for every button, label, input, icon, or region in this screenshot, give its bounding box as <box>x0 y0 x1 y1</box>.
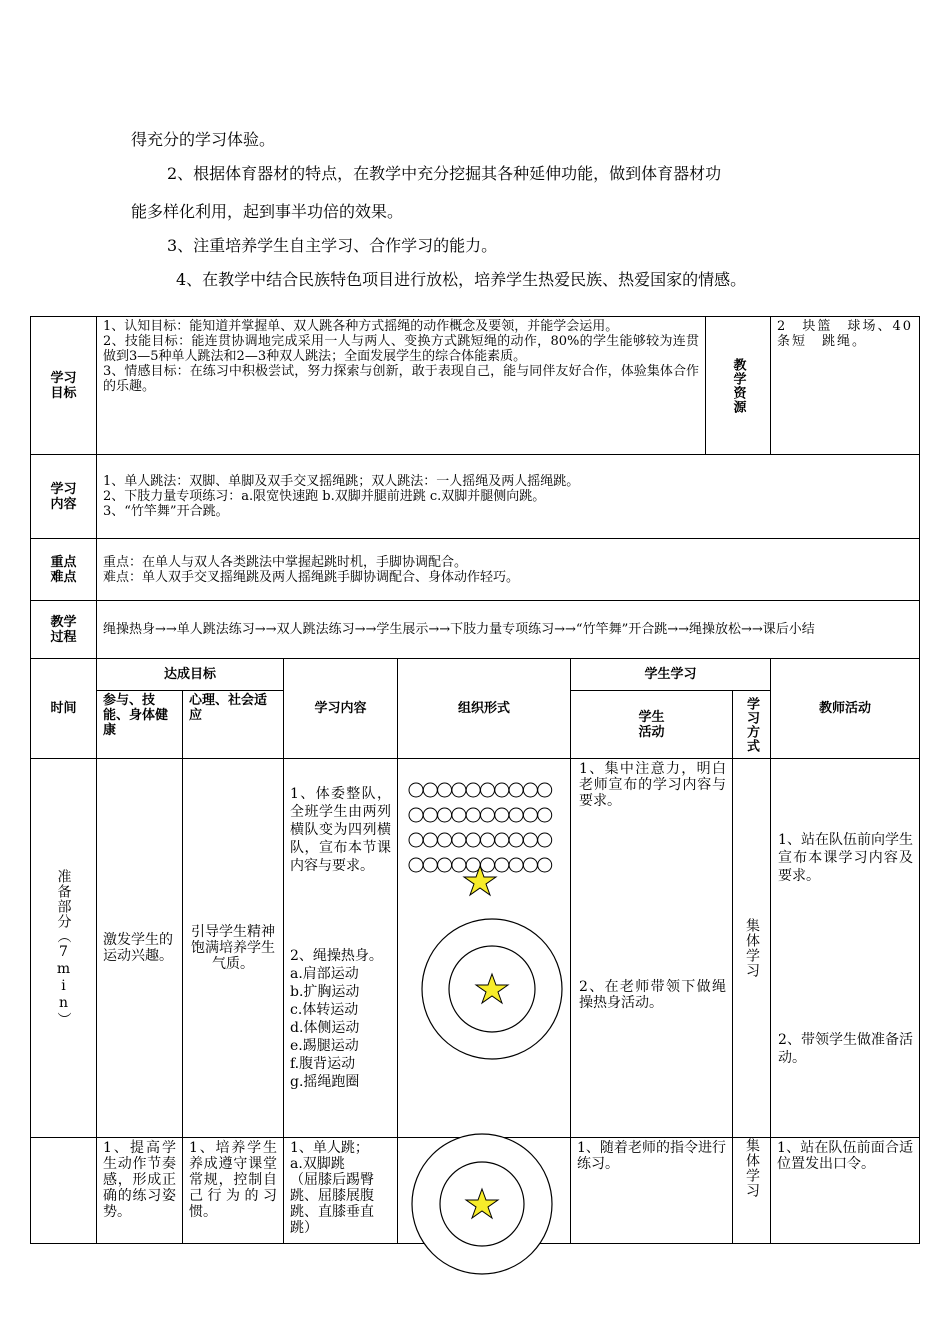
row1-org-diagram <box>398 759 571 1138</box>
row2-content: 1、单人跳； a.双脚跳 （屈膝后踢臀跳、屈膝展腹跳、直膝垂直跳） <box>284 1138 398 1244</box>
student-marker <box>423 833 437 847</box>
content-label: 学习 内容 <box>31 455 97 539</box>
circle-formation <box>398 1138 570 1288</box>
student-marker <box>438 808 452 822</box>
student-marker <box>466 808 480 822</box>
student-marker <box>523 858 537 872</box>
lesson-plan-table <box>30 316 929 1244</box>
row2-org-diagram <box>398 1138 571 1244</box>
row1-content-a: 1、体委整队，全班学生由两列横队变为四列横队，宣布本节课内容与要求。 <box>290 786 391 874</box>
resources-label: 教学资源 <box>730 357 746 414</box>
student-marker <box>466 783 480 797</box>
content-text: 1、单人跳法：双脚、单脚及双手交叉摇绳跳；双人跳法：一人摇绳及两人摇绳跳。 2、下肢力量专项练习：a.限宽快速跑 b.双脚并腿前进跳 c.双脚并腿侧向跳。 3、“竹竿舞”开合跳。 <box>97 455 920 539</box>
header-teacher: 教师活动 <box>771 659 920 759</box>
intro-line-5: 4、在教学中结合民族特色项目进行放松，培养学生热爱民族、热爱国家的情感。 <box>176 270 747 289</box>
student-marker <box>523 783 537 797</box>
intro-line-2: 2、根据体育器材的特点，在教学中充分挖掘其各种延伸功能，做到体育器材功 <box>167 164 722 183</box>
header-org: 组织形式 <box>398 659 571 759</box>
row1-goal1: 激发学生的运动兴趣。 <box>97 759 183 1138</box>
student-marker <box>509 858 523 872</box>
header-goal1: 参与、技能、身体健康 <box>97 691 183 759</box>
header-student-activity: 学生 活动 <box>571 691 733 759</box>
header-student: 学生学习 <box>571 659 771 691</box>
student-marker <box>409 783 423 797</box>
student-marker <box>538 808 552 822</box>
row1-time: 准备部分（7min） <box>55 869 72 1027</box>
row2-goal1: 1、提高学生动作节奏感，形成正确的练习姿势。 <box>97 1138 183 1244</box>
student-marker <box>509 783 523 797</box>
header-goal2: 心理、社会适应 <box>183 691 284 759</box>
row2-goal2: 1、培养学生养成遵守课堂常规，控制自己行为的习惯。 <box>183 1138 284 1244</box>
student-marker <box>523 833 537 847</box>
student-marker <box>538 783 552 797</box>
formation-diagram <box>398 759 570 1137</box>
student-marker <box>481 858 495 872</box>
student-marker <box>538 858 552 872</box>
student-marker <box>452 858 466 872</box>
student-marker <box>509 833 523 847</box>
header-time: 时间 <box>31 659 97 759</box>
student-marker <box>495 858 509 872</box>
keypoints-label: 重点 难点 <box>31 539 97 601</box>
student-marker <box>438 783 452 797</box>
row2-teacher: 1、站在队伍前面合适位置发出口令。 <box>771 1138 920 1244</box>
teacher-star-center <box>476 974 508 1003</box>
resources-text: 2 块篮 球场、40 条短 跳绳。 <box>771 317 920 455</box>
student-marker <box>523 808 537 822</box>
student-marker <box>409 858 423 872</box>
student-marker <box>538 833 552 847</box>
student-marker <box>452 808 466 822</box>
intro-line-1: 得充分的学习体验。 <box>131 130 276 149</box>
process-label: 教学 过程 <box>31 601 97 659</box>
header-content: 学习内容 <box>284 659 398 759</box>
row2-mode: 集体学习 <box>744 1138 761 1198</box>
row1-goal2: 引导学生精神饱满培养学生气质。 <box>183 759 284 1138</box>
student-marker <box>409 808 423 822</box>
student-marker <box>495 833 509 847</box>
student-marker <box>423 858 437 872</box>
student-marker <box>438 833 452 847</box>
student-marker <box>495 808 509 822</box>
header-study-mode: 学习方式 <box>744 696 760 753</box>
row1-student-a: 1、集中注意力，明白老师宣布的学习内容与要求。 <box>579 761 726 809</box>
row2-student: 1、随着老师的指令进行练习。 <box>571 1138 733 1244</box>
student-marker <box>481 833 495 847</box>
student-marker <box>423 808 437 822</box>
header-goals: 达成目标 <box>97 659 284 691</box>
student-marker <box>423 783 437 797</box>
student-marker <box>481 783 495 797</box>
student-marker <box>452 833 466 847</box>
student-marker <box>409 833 423 847</box>
objectives-label: 学习 目标 <box>31 317 97 455</box>
objectives-text: 1、认知目标：能知道并掌握单、双人跳各种方式摇绳的动作概念及要领，并能学会运用。 2、技能目标：能连贯协调地完成采用一人与两人、变换方式跳短绳的动作，80%的学生能够较为连贯做到3—5种单人跳法和2—3种双人跳法；全面发展学生的综合体能素质。 3、情感目标：在练习中积极尝试，努力探索与创新，敢于表现自己，能与同伴友好合作，体验集体合作的乐趣。 <box>103 319 700 394</box>
intro-line-3: 能多样化利用，起到事半功倍的效果。 <box>131 202 404 221</box>
row1-mode: 集体学习 <box>744 918 761 978</box>
intro-line-4: 3、注重培养学生自主学习、合作学习的能力。 <box>167 236 498 255</box>
row1-teacher-b: 2、带领学生做准备活动。 <box>778 1032 914 1066</box>
student-marker <box>452 783 466 797</box>
student-marker <box>509 808 523 822</box>
row1-content-b: 2、绳操热身。 a.肩部运动 b.扩胸运动 c.体转运动 d.体侧运动 e.踢腿运动 f.腹背运动 g.摇绳跑圈 <box>290 948 383 1090</box>
keypoints-text: 重点：在单人与双人各类跳法中掌握起跳时机，手脚协调配合。 难点：单人双手交叉摇绳跳及两人摇绳跳手脚协调配合、身体动作轻巧。 <box>97 539 920 601</box>
student-marker <box>466 833 480 847</box>
student-marker <box>438 858 452 872</box>
row1-teacher-a: 1、站在队伍前向学生宣布本课学习内容及要求。 <box>778 832 914 884</box>
student-marker <box>495 783 509 797</box>
row1-student-b: 2、在老师带领下做绳操热身活动。 <box>579 979 726 1011</box>
student-marker <box>481 808 495 822</box>
process-text: 绳操热身→→单人跳法练习→→双人跳法练习→→学生展示→→下肢力量专项练习→→“竹竿舞”开合跳→→绳操放松→→课后小结 <box>97 601 920 659</box>
